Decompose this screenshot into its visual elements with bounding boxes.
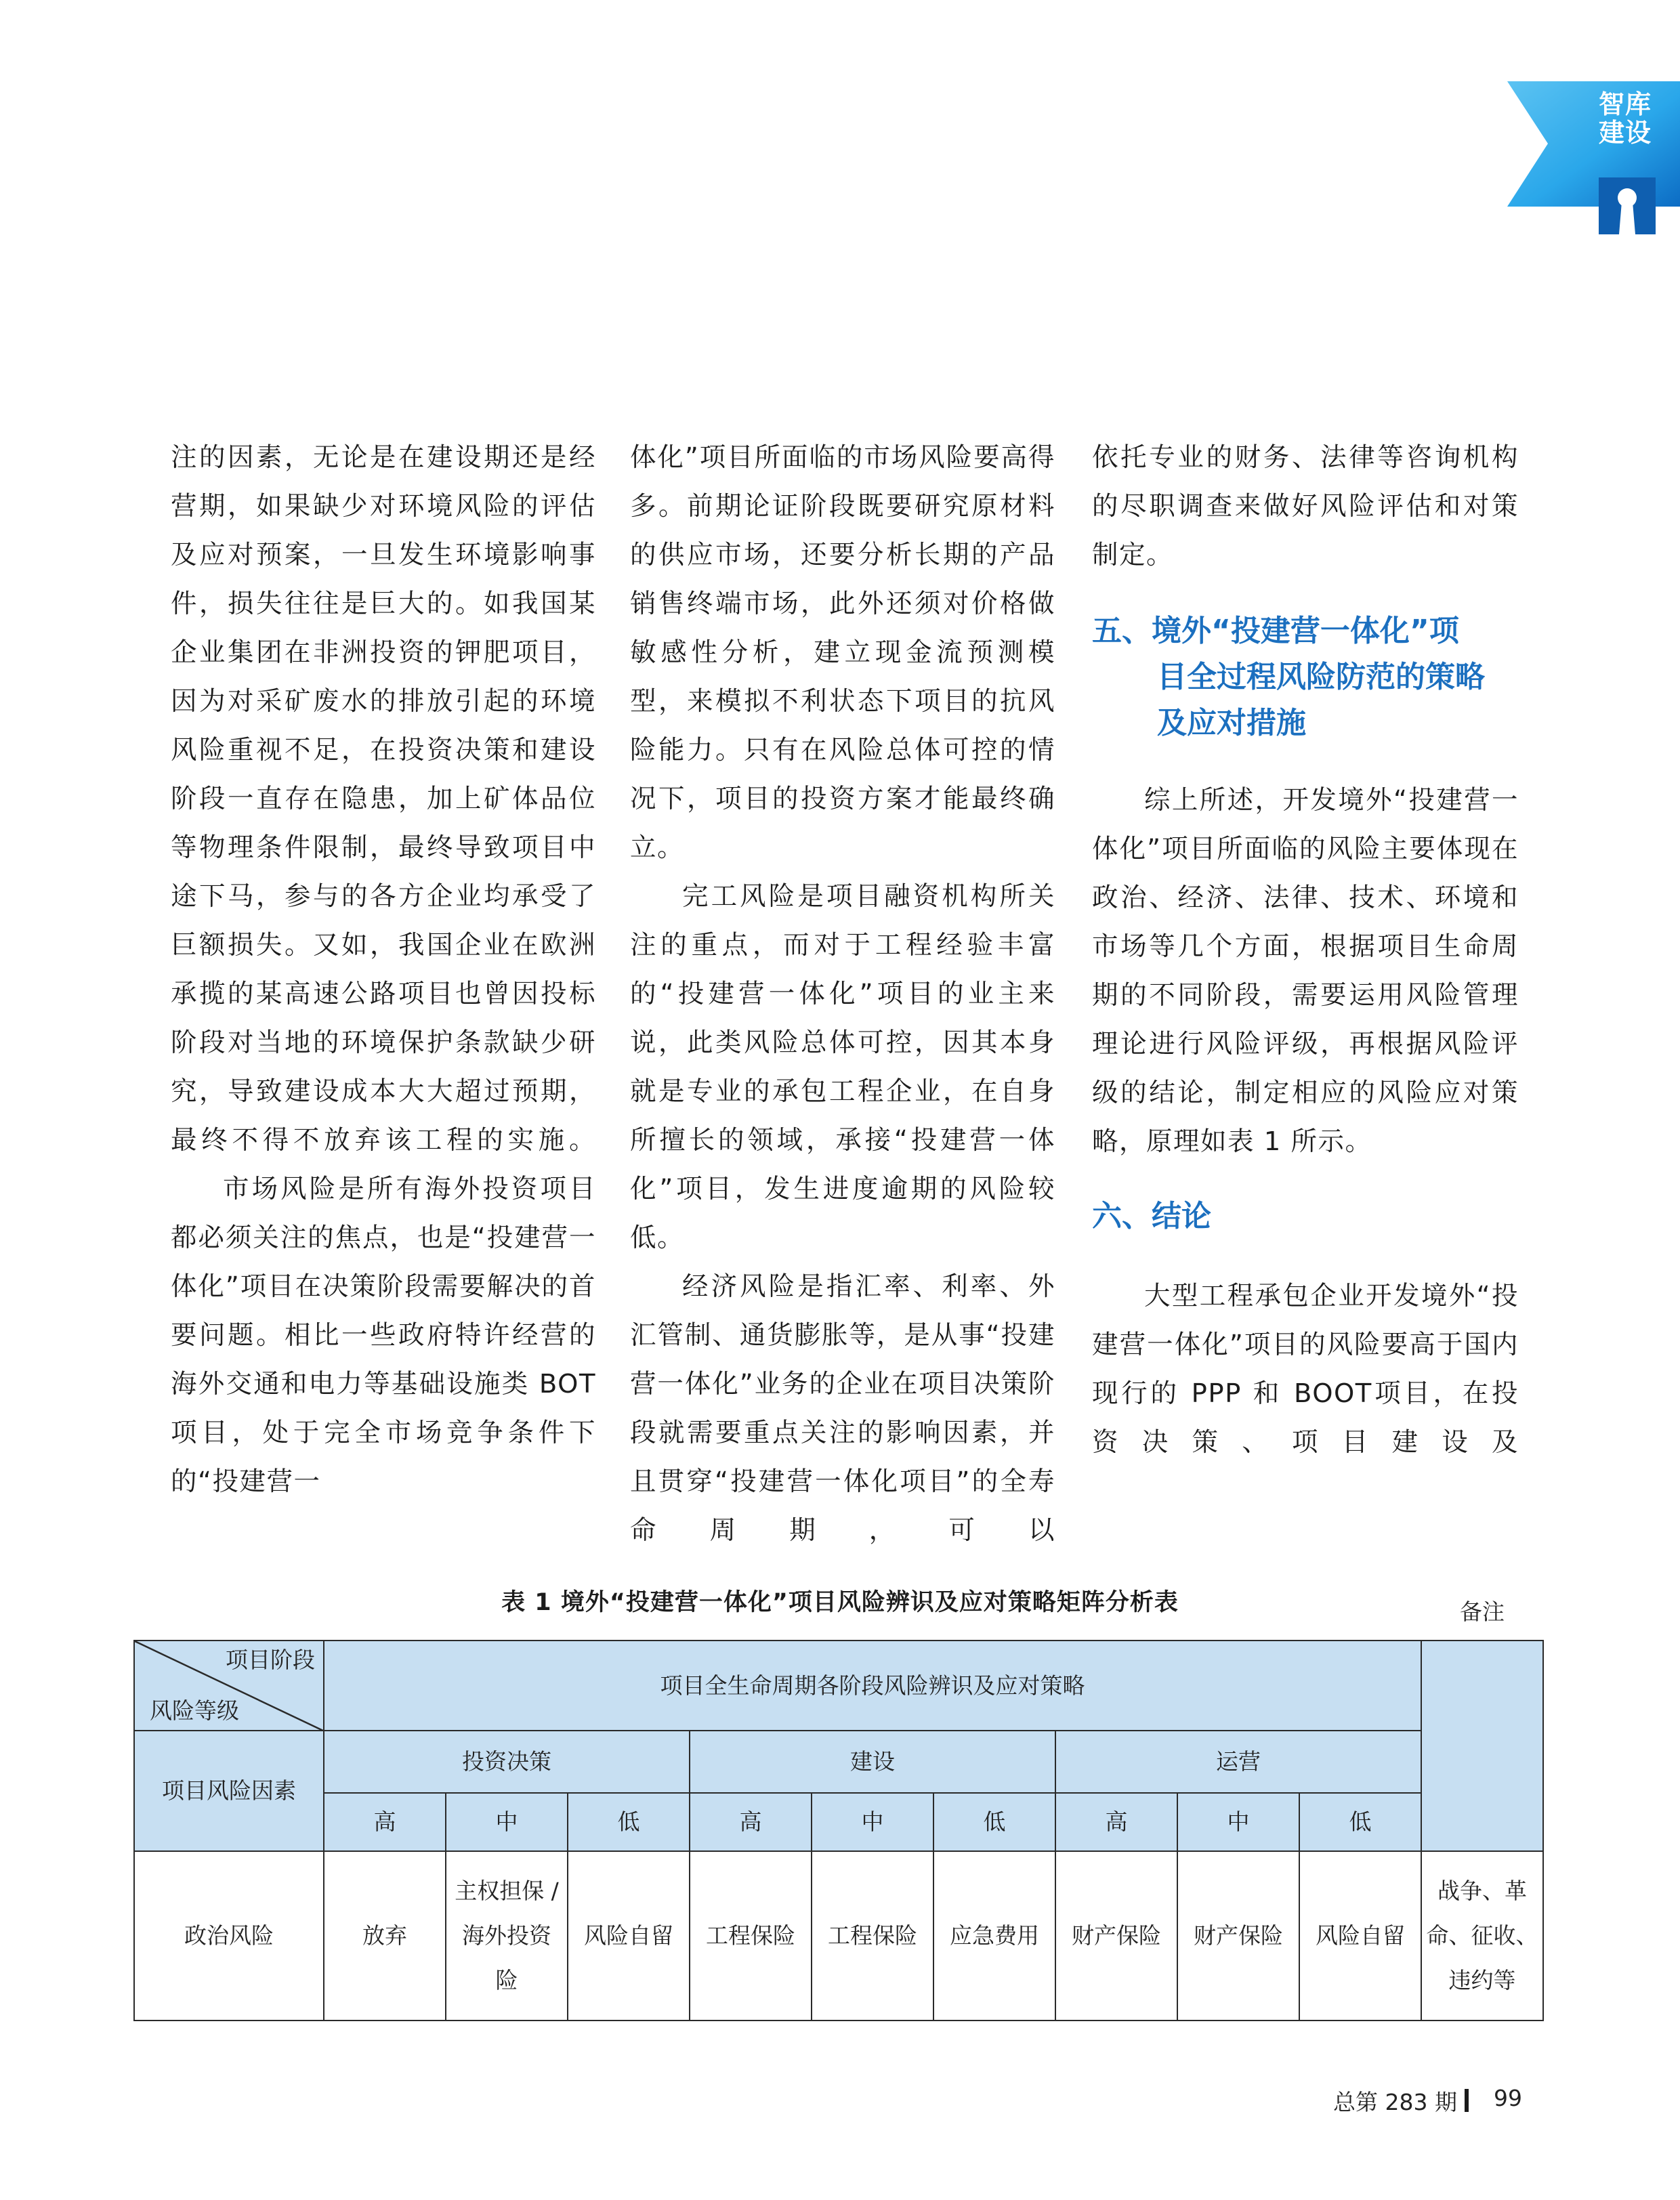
corner-label-stage: 项目阶段 bbox=[226, 1647, 315, 1673]
paragraph bbox=[1092, 1272, 1519, 1467]
line: 制，最终导致项目中途下马，参 bbox=[171, 832, 596, 912]
cell-line: 主权担保 / bbox=[455, 1878, 559, 1904]
line: 经营期，如果缺少对环境风险的 bbox=[171, 442, 596, 522]
line: 依托专业的财务、法律等咨询机 bbox=[1092, 442, 1492, 473]
line: 影响因素，并且贯穿“投建营一 bbox=[630, 1418, 1055, 1497]
strategy-cell bbox=[690, 1851, 812, 2021]
header-note bbox=[1421, 1598, 1543, 1851]
line: 丰富的“投建营一体化”项目的 bbox=[630, 930, 1055, 1009]
cell-line: 违约等 bbox=[1448, 1967, 1516, 1993]
line: 全市场竞争条件下的“投建营一 bbox=[171, 1418, 596, 1497]
strategy-cell bbox=[933, 1851, 1055, 2021]
line: 建营一体化”项目在决策阶段需 bbox=[171, 1223, 596, 1302]
paragraph bbox=[630, 872, 1055, 1263]
line: 影响事件，损失往往是巨大的。 bbox=[171, 540, 596, 619]
keyhole-logo-icon bbox=[1599, 177, 1656, 234]
line: 外汇管制、通货膨胀等，是从事 bbox=[630, 1271, 1055, 1351]
cell-line: 风险自留 bbox=[1316, 1922, 1405, 1949]
line: 高于国内现行的 PPP 和 BOOT bbox=[1092, 1330, 1519, 1409]
line: 究，导致建设成本大大超过预期， bbox=[171, 1076, 596, 1107]
line: 资方案才能最终确立。 bbox=[630, 784, 1055, 863]
line: 段对当地的环境保护条款缺少研 bbox=[199, 1028, 596, 1058]
phase-header: 建设 bbox=[690, 1731, 1055, 1793]
banner-title-line1: 智库 bbox=[1598, 89, 1652, 119]
table-row bbox=[134, 1851, 1543, 2021]
line: 患，加上矿体品位等物理条件限 bbox=[171, 784, 596, 863]
header-main: 项目全生命周期各阶段风险辨识及应对策略 bbox=[324, 1641, 1421, 1731]
line: 项目决策阶段就需要重点关注的 bbox=[630, 1369, 1055, 1448]
line: 度逾期的风险较低。 bbox=[630, 1174, 1055, 1253]
risk-factor-cell: 政治风险 bbox=[134, 1851, 324, 2021]
level-header: 高 bbox=[690, 1793, 812, 1851]
strategy-cell bbox=[446, 1851, 568, 2021]
line: 须对价格做敏感性分析，建立现 bbox=[630, 589, 1055, 668]
paragraph bbox=[630, 433, 1055, 872]
note-cell bbox=[1421, 1851, 1543, 2021]
strategy-cell bbox=[1055, 1851, 1177, 2021]
line: 的某高速公路项目也曾因投标阶 bbox=[171, 979, 596, 1058]
cell-line: 财产保险 bbox=[1072, 1922, 1161, 1949]
table-caption: 表 1 境外“投建营一体化”项目风险辨识及应对策略矩阵分析表 bbox=[501, 1589, 1179, 1616]
line: 放引起的环境风险重视不足，在 bbox=[171, 686, 596, 765]
cell-line: 放弃 bbox=[362, 1922, 407, 1949]
line: 下项目的抗风险能力。只有在风 bbox=[630, 686, 1055, 765]
text-column-2 bbox=[630, 433, 1055, 1555]
line: 钾肥项目，因为对采矿废水的排 bbox=[171, 637, 596, 717]
line: 与的各方企业均承受了巨额损 bbox=[171, 881, 596, 960]
strategy-cell bbox=[812, 1851, 933, 2021]
page-number: 99 bbox=[1494, 2085, 1522, 2111]
cell-line: 应急费用 bbox=[950, 1922, 1039, 1949]
line: 基础设施类 BOT 项目，处于完 bbox=[171, 1369, 596, 1448]
line: 金流预测模型，来模拟不利状态 bbox=[630, 637, 1055, 717]
line: 注的因素，无论是在建设期还是 bbox=[171, 442, 569, 473]
level-header: 中 bbox=[1177, 1793, 1299, 1851]
line: 评估及应对预案，一旦发生环境 bbox=[171, 491, 596, 570]
line: 定相应的风险应对策略，原理如 bbox=[1092, 1078, 1519, 1157]
footer-divider bbox=[1465, 2089, 1469, 2112]
line: 业，在自身所擅长的领域，承接 bbox=[630, 1076, 1055, 1156]
line: 对策制定。 bbox=[1092, 491, 1519, 570]
text-column-1 bbox=[171, 433, 596, 1506]
issue-number: 总第 283 期 bbox=[1333, 2089, 1457, 2115]
line: 体化项目”的全寿命周期，可以 bbox=[630, 1466, 1056, 1546]
paragraph bbox=[1092, 776, 1519, 1166]
line: 术、环境和市场等几个方面，根 bbox=[1092, 883, 1519, 962]
heading-line: 及应对措施 bbox=[1157, 706, 1306, 740]
paragraph bbox=[630, 1263, 1055, 1555]
level-header: 高 bbox=[1055, 1793, 1177, 1851]
cell-line: 工程保险 bbox=[828, 1922, 917, 1949]
paragraph bbox=[171, 1165, 596, 1506]
level-header: 低 bbox=[933, 1793, 1055, 1851]
level-header: 低 bbox=[1299, 1793, 1421, 1851]
line: 经济风险是指汇率、利率、 bbox=[682, 1271, 1028, 1302]
line: 大型工程承包企业开发境外 bbox=[1144, 1281, 1477, 1311]
line: 要体现在政治、经济、法律、技 bbox=[1092, 834, 1519, 913]
cell-line: 工程保险 bbox=[706, 1922, 795, 1949]
banner-title-line2: 建设 bbox=[1598, 118, 1652, 148]
line: 体化”项目所面临的市场风险要 bbox=[630, 442, 1001, 473]
heading-line: 目全过程风险防范的策略 bbox=[1157, 660, 1485, 694]
line: 要解决的首要问题。相比一些政 bbox=[171, 1271, 596, 1351]
line: 综上所述，开发境外“投建 bbox=[1144, 785, 1465, 816]
header-factor: 项目风险因素 bbox=[134, 1731, 324, 1851]
line: “投建营一体化”项目的风险要 bbox=[1092, 1281, 1519, 1360]
line: 最终不得不放弃该工程的实施。 bbox=[171, 1125, 596, 1156]
cell-line: 命、征收、 bbox=[1426, 1922, 1538, 1949]
level-header: 中 bbox=[446, 1793, 568, 1851]
line: 据项目生命周期的不同阶段，需 bbox=[1092, 931, 1519, 1011]
section-heading-5 bbox=[1092, 608, 1519, 746]
line: 市场风险是所有海外投资项 bbox=[223, 1174, 569, 1204]
heading-line: 五、境外“投建营一体化”项 bbox=[1092, 614, 1459, 648]
line: “投建营一体化”业务的企业在 bbox=[630, 1320, 1055, 1399]
phase-header: 运营 bbox=[1055, 1731, 1421, 1793]
line: 营一体化”项目所面临的风险主 bbox=[1092, 785, 1519, 864]
line: 高得多。前期论证阶段既要研究 bbox=[630, 442, 1055, 522]
text-column-3 bbox=[1092, 433, 1519, 1467]
cell-line: 险 bbox=[495, 1967, 518, 1993]
line: “投建营一体化”项目，发生进 bbox=[630, 1125, 1055, 1204]
line: 完工风险是项目融资机构 bbox=[682, 881, 1000, 912]
cell-line: 战争、革 bbox=[1437, 1878, 1527, 1904]
line: 项目，在投资决策、项目建设及 bbox=[1092, 1378, 1519, 1458]
cell-line: 财产保险 bbox=[1194, 1922, 1283, 1949]
line: 因其本身就是专业的承包工程企 bbox=[630, 1028, 1055, 1107]
line: 原材料的供应市场，还要分析长 bbox=[630, 491, 1055, 570]
strategy-cell bbox=[1177, 1851, 1299, 2021]
line: 险总体可控的情况下，项目的投 bbox=[630, 735, 1055, 814]
line: 投资决策和建设阶段一直存在隐 bbox=[171, 735, 596, 814]
corner-header-cell bbox=[134, 1641, 324, 1731]
level-header: 高 bbox=[324, 1793, 446, 1851]
cell-line: 风险自留 bbox=[584, 1922, 673, 1949]
line: 如我国某企业集团在非洲投资的 bbox=[171, 589, 596, 668]
corner-label-level: 风险等级 bbox=[150, 1697, 239, 1724]
line: 所关注的重点，而对于工程经验 bbox=[630, 881, 1055, 960]
strategy-cell bbox=[324, 1851, 446, 2021]
phase-header: 投资决策 bbox=[324, 1731, 690, 1793]
line: 目都必须关注的焦点，也是“投 bbox=[171, 1174, 596, 1253]
note-header-label: 备注 bbox=[1460, 1598, 1505, 1625]
line: 业主来说，此类风险总体可控， bbox=[630, 979, 1055, 1058]
line: 要运用风险管理理论进行风险评 bbox=[1092, 980, 1519, 1059]
line: 期的产品销售终端市场，此外还 bbox=[630, 540, 1055, 619]
paragraph bbox=[171, 433, 596, 1165]
cell-line: 海外投资 bbox=[462, 1922, 551, 1949]
line: 失。又如，我国企业在欧洲承揽 bbox=[171, 930, 596, 1009]
section-heading-6: 六、结论 bbox=[1092, 1199, 1211, 1233]
line: 府特许经营的海外交通和电力等 bbox=[171, 1320, 596, 1399]
line: 表 1 所示。 bbox=[1227, 1126, 1372, 1157]
paragraph bbox=[1092, 433, 1519, 580]
level-header: 中 bbox=[812, 1793, 933, 1851]
line: 级，再根据风险评级的结论，制 bbox=[1092, 1029, 1519, 1108]
strategy-cell bbox=[568, 1851, 690, 2021]
line: 构的尽职调查来做好风险评估和 bbox=[1092, 442, 1519, 522]
strategy-cell bbox=[1299, 1851, 1421, 2021]
level-header: 低 bbox=[568, 1793, 690, 1851]
